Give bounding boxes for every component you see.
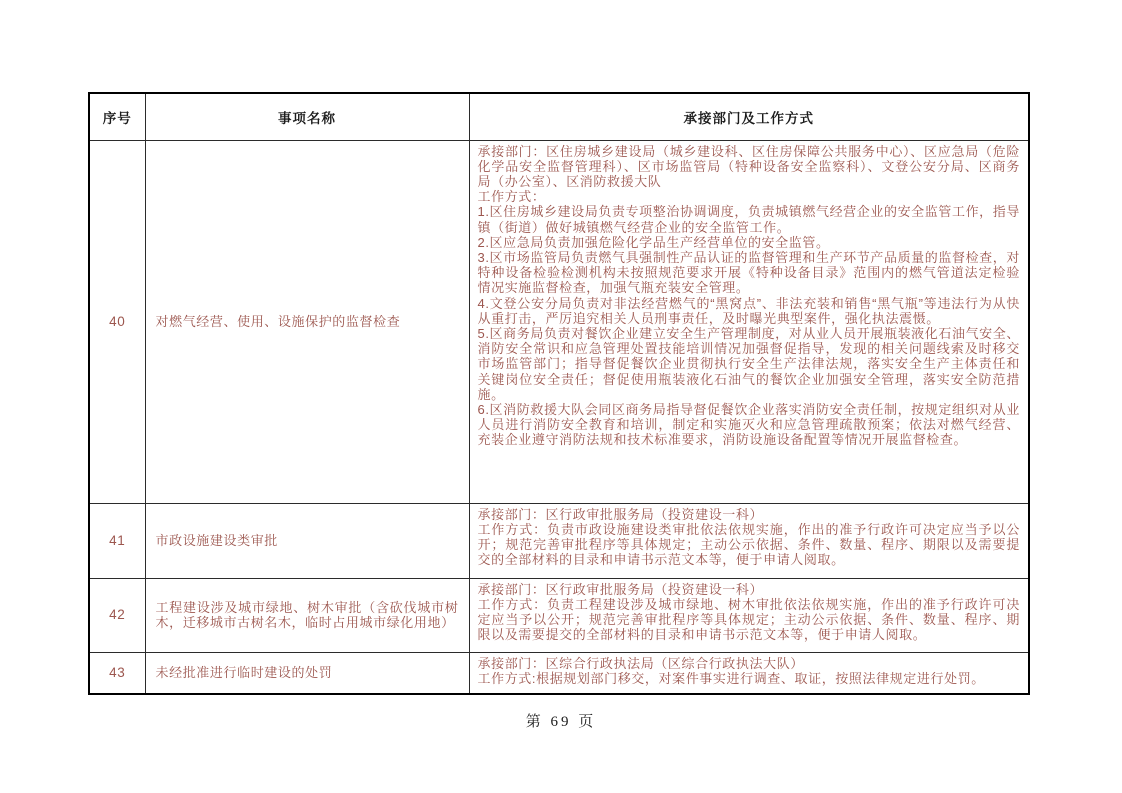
detail-paragraph: 5.区商务局负责对餐饮企业建立安全生产管理制度，对从业人员开展瓶装液化石油气安全、消防安全常识和应急管理处置技能培训情况加强督促指导，发现的相关问题线索及时移交市场监管部门；指导督促餐饮企业贯彻执行安全生产法律法规，落实安全生产主体责任和关键岗位安全责任；督促使用瓶装液化石油气的餐饮企业加强安全管理，落实安全防范措施。 [477, 325, 1020, 402]
detail-paragraph: 承接部门：区住房城乡建设局（城乡建设科、区住房保障公共服务中心）、区应急局（危险化学品安全监督管理科）、区市场监管局（特种设备安全监察科）、文登公安分局、区商务局（办公室）、区消防救援大队 [477, 143, 1020, 189]
row-number-cell: 41 [89, 503, 145, 578]
table-row [89, 578, 1029, 652]
table-row [89, 140, 1029, 503]
table-header [89, 93, 1029, 140]
header-department-method: 承接部门及工作方式 [469, 93, 1029, 140]
detail-cell [469, 578, 1029, 652]
detail-paragraph: 工作方式:根据规划部门移交，对案件事实进行调查、取证，按照法律规定进行处罚。 [477, 670, 985, 686]
detail-cell [469, 652, 1029, 694]
detail-paragraph: 6.区消防救援大队会同区商务局指导督促餐饮企业落实消防安全责任制，按规定组织对从业人员进行消防安全教育和培训，制定和实施灭火和应急管理疏散预案；依法对燃气经营、充装企业遵守消防法规和技术标准要求，消防设施设备配置等情况开展监督检查。 [477, 401, 1020, 448]
detail-paragraph: 2.区应急局负责加强危险化学品生产经营单位的安全监管。 [477, 234, 830, 250]
item-name-cell: 对燃气经营、使用、设施保护的监督检查 [145, 140, 469, 503]
items-table [88, 92, 1030, 695]
detail-cell [469, 140, 1029, 503]
row-number-cell: 40 [89, 140, 145, 503]
detail-paragraph: 1.区住房城乡建设局负责专项整治协调调度，负责城镇燃气经营企业的安全监管工作，指导镇（街道）做好城镇燃气经营企业的安全监管工作。 [477, 204, 1020, 235]
header-serial-number: 序号 [89, 93, 145, 140]
detail-paragraph: 工作方式：负责市政设施建设类审批依法依规实施，作出的准予行政许可决定应当予以公开；规范完善审批程序等具体规定；主动公示依据、条件、数量、程序、期限以及需要提交的全部材料的目录和申请书示范文本等，便于申请人阅取。 [477, 521, 1020, 568]
detail-paragraph: 4.文登公安分局负责对非法经营燃气的“黑窝点”、非法充装和销售“黑气瓶”等违法行为从快从重打击，严厉追究相关人员刑事责任，及时曝光典型案件，强化执法震慑。 [477, 295, 1020, 326]
detail-cell [469, 503, 1029, 578]
page-number: 第 69 页 [525, 714, 597, 730]
row-number-cell: 43 [89, 652, 145, 694]
table-row [89, 652, 1029, 694]
item-name-cell: 工程建设涉及城市绿地、树木审批（含砍伐城市树木，迁移城市古树名木，临时占用城市绿化用地） [145, 578, 469, 652]
detail-paragraph: 承接部门：区行政审批服务局（投资建设一科） [477, 581, 764, 597]
item-name-cell: 市政设施建设类审批 [145, 503, 469, 578]
header-row [89, 93, 1029, 140]
row-number-cell: 42 [89, 578, 145, 652]
header-item-name: 事项名称 [145, 93, 469, 140]
item-name-cell: 未经批准进行临时建设的处罚 [145, 652, 469, 694]
table-body [89, 140, 1029, 694]
detail-paragraph: 承接部门：区综合行政执法局（区综合行政执法大队） [477, 655, 804, 671]
detail-paragraph: 工作方式： [477, 189, 546, 205]
detail-paragraph: 工作方式：负责工程建设涉及城市绿地、树木审批依法依规实施，作出的准予行政许可决定应当予以公开；规范完善审批程序等具体规定；主动公示依据、条件、数量、程序、期限以及需要提交的全部材料的目录和申请书示范文本等，便于申请人阅取。 [477, 596, 1020, 643]
detail-paragraph: 3.区市场监管局负责燃气具强制性产品认证的监督管理和生产环节产品质量的监督检查，对特种设备检验检测机构未按照规范要求开展《特种设备目录》范围内的燃气管道法定检验情况实施监督检查，加强气瓶充装安全管理。 [477, 249, 1020, 296]
detail-paragraph: 承接部门：区行政审批服务局（投资建设一科） [477, 506, 764, 522]
table-row [89, 503, 1029, 578]
